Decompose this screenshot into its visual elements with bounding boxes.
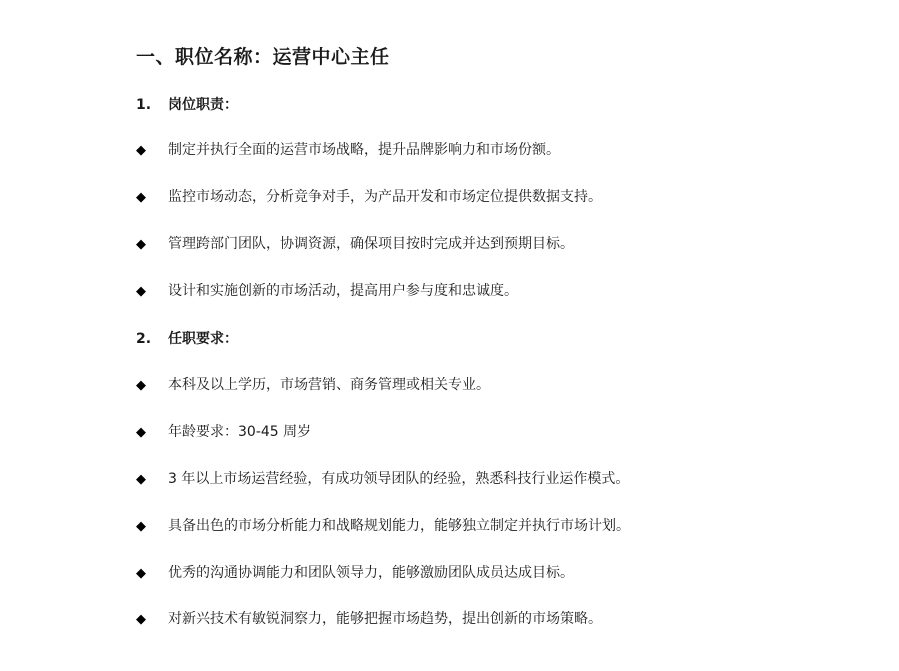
diamond-bullet-icon: ◆ <box>136 612 146 627</box>
section-heading-text: 岗位职责： <box>168 97 238 113</box>
list-item-text: 具备出色的市场分析能力和战略规划能力，能够独立制定并执行市场计划。 <box>168 518 630 534</box>
list-item <box>136 140 560 160</box>
list-item-text: 监控市场动态，分析竞争对手，为产品开发和市场定位提供数据支持。 <box>168 189 602 205</box>
diamond-bullet-icon: ◆ <box>136 143 146 158</box>
list-item <box>136 422 311 442</box>
section-heading-responsibilities <box>136 94 238 114</box>
diamond-bullet-icon: ◆ <box>136 425 146 440</box>
list-item <box>136 375 490 395</box>
list-item-text: 本科及以上学历，市场营销、商务管理或相关专业。 <box>168 377 490 393</box>
list-item <box>136 516 630 536</box>
list-item <box>136 234 574 254</box>
list-item <box>136 609 602 629</box>
list-item <box>136 469 629 489</box>
list-item-text: 对新兴技术有敏锐洞察力，能够把握市场趋势，提出创新的市场策略。 <box>168 611 602 627</box>
diamond-bullet-icon: ◆ <box>136 378 146 393</box>
diamond-bullet-icon: ◆ <box>136 472 146 487</box>
list-item <box>136 281 518 301</box>
list-item-text: 设计和实施创新的市场活动，提高用户参与度和忠诚度。 <box>168 283 518 299</box>
list-item <box>136 563 574 583</box>
list-item-text: 管理跨部门团队，协调资源，确保项目按时完成并达到预期目标。 <box>168 236 574 252</box>
list-item-text: 年龄要求：30-45 周岁 <box>168 424 312 440</box>
diamond-bullet-icon: ◆ <box>136 284 146 299</box>
diamond-bullet-icon: ◆ <box>136 237 146 252</box>
page-title: 一、职位名称：运营中心主任 <box>136 46 390 68</box>
diamond-bullet-icon: ◆ <box>136 566 146 581</box>
diamond-bullet-icon: ◆ <box>136 519 146 534</box>
section-heading-text: 任职要求： <box>168 331 238 347</box>
section-heading-requirements <box>136 328 238 348</box>
list-item-text: 制定并执行全面的运营市场战略，提升品牌影响力和市场份额。 <box>168 142 560 158</box>
section-number: 2. <box>136 331 152 347</box>
list-item <box>136 187 602 207</box>
list-item-text: 3 年以上市场运营经验，有成功领导团队的经验，熟悉科技行业运作模式。 <box>168 471 630 487</box>
diamond-bullet-icon: ◆ <box>136 190 146 205</box>
section-number: 1. <box>136 97 152 113</box>
list-item-text: 优秀的沟通协调能力和团队领导力，能够激励团队成员达成目标。 <box>168 565 574 581</box>
